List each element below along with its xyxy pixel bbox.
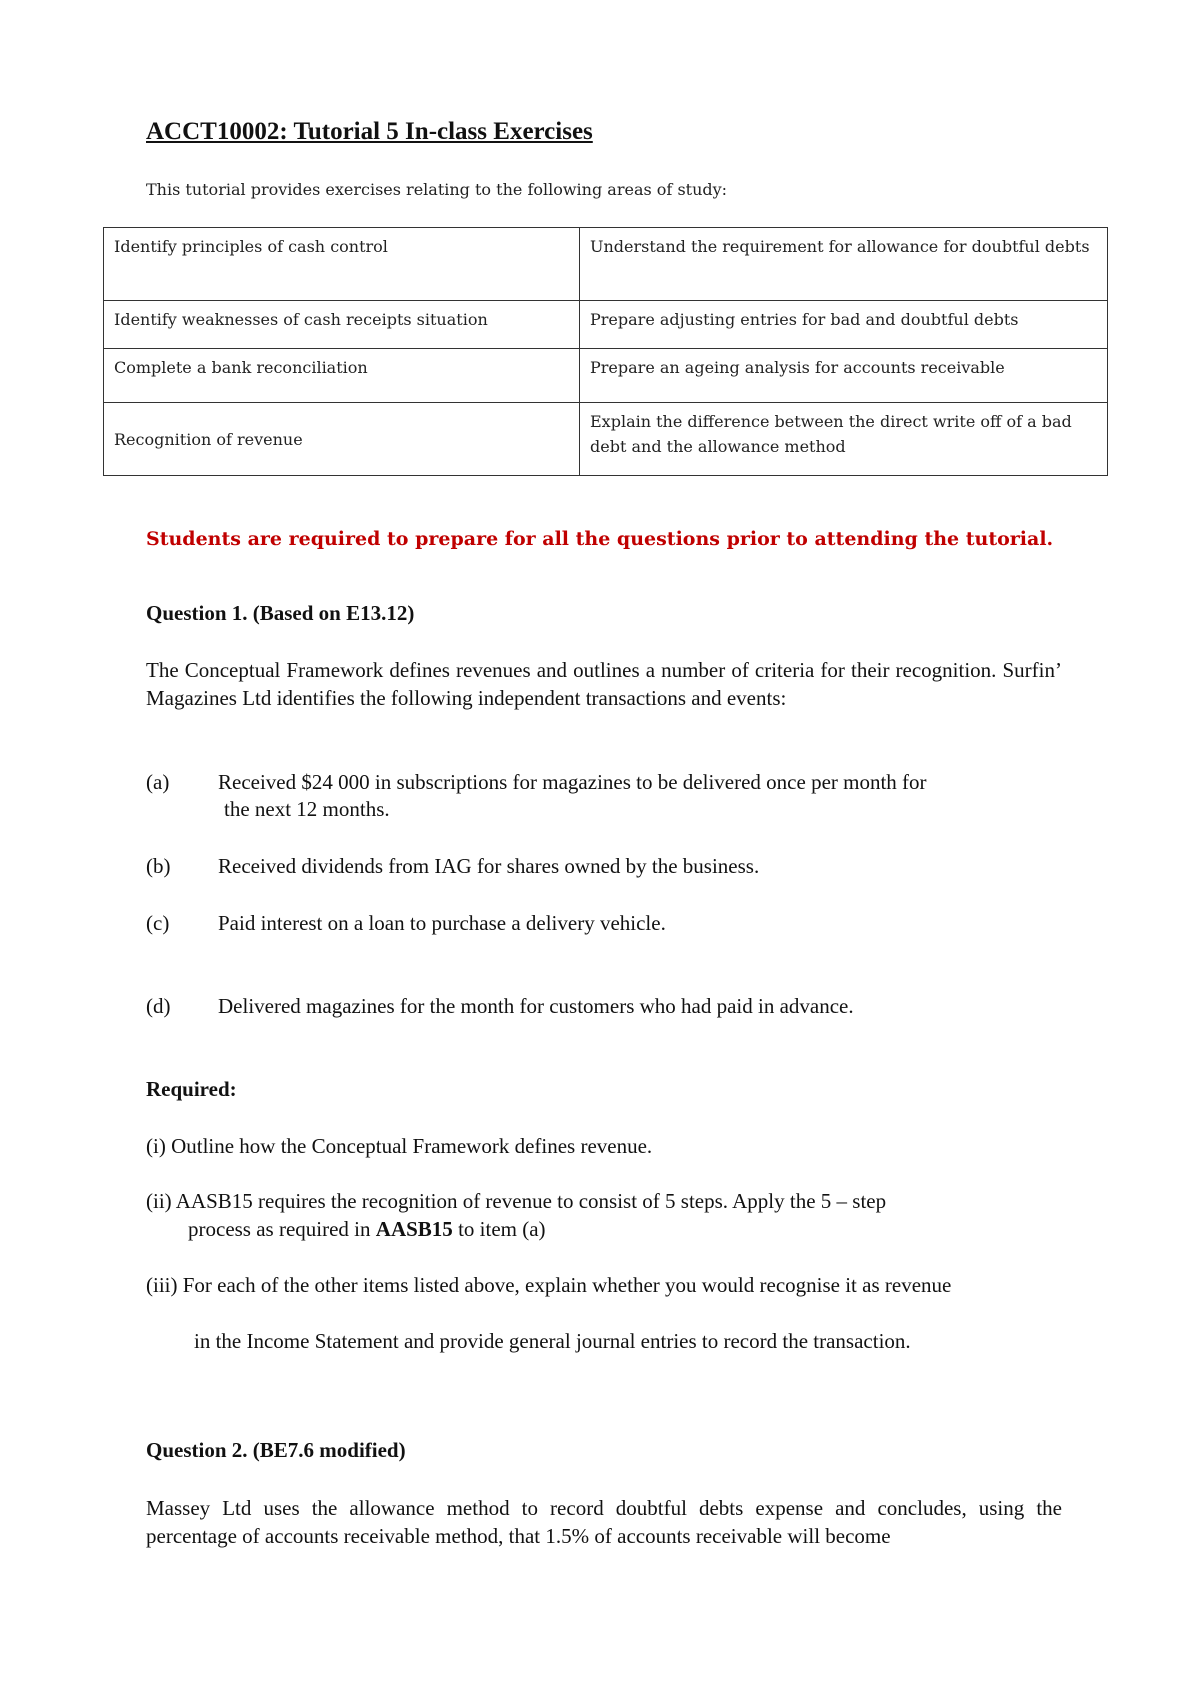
requirement-ii-text-end: to item (a) [452, 1217, 546, 1241]
requirement-iii: (iii) For each of the other items listed above, explain whether you would recognise it as revenue [146, 1273, 952, 1297]
table-cell: Understand the requirement for allowance for doubtful debts [580, 228, 1108, 301]
requirement-i: (i) Outline how the Conceptual Framework defines revenue. [146, 1134, 653, 1158]
requirement-ii-text: process as required in [188, 1217, 376, 1241]
preparation-notice: Students are required to prepare for all the questions prior to attending the tutorial. [146, 528, 1054, 550]
table-cell: Identify weaknesses of cash receipts situation [104, 301, 580, 349]
item-continuation: the next 12 months. [224, 797, 390, 821]
item-text: Received dividends from IAG for shares owned by the business. [218, 854, 760, 878]
requirement-iii-continuation: in the Income Statement and provide general journal entries to record the transaction. [194, 1329, 911, 1353]
item-label: (b) [146, 854, 171, 878]
table-row [104, 349, 1108, 403]
requirement-ii: (ii) AASB15 requires the recognition of revenue to consist of 5 steps. Apply the 5 – step [146, 1189, 887, 1213]
table-row [104, 403, 1108, 476]
question-2-body: Massey Ltd uses the allowance method to record doubtful debts expense and concludes, using the percentage of accounts receivable method, that 1.5% of accounts receivable will become [146, 1496, 1062, 1548]
item-text: Delivered magazines for the month for customers who had paid in advance. [218, 994, 854, 1018]
table-cell: Complete a bank reconciliation [104, 349, 580, 403]
item-label: (a) [146, 770, 170, 794]
item-label: (c) [146, 911, 170, 935]
item-text: Received $24 000 in subscriptions for magazines to be delivered once per month for [218, 770, 927, 794]
table-cell: Explain the difference between the direct write off of a bad debt and the allowance method [580, 403, 1108, 476]
intro-text: This tutorial provides exercises relating to the following areas of study: [146, 180, 728, 199]
study-areas-table [103, 227, 1108, 476]
question-1-body: The Conceptual Framework defines revenues and outlines a number of criteria for their recognition. Surfin’ Magazines Ltd identifies the following independent transactions and events: [146, 658, 1062, 710]
table-cell: Identify principles of cash control [104, 228, 580, 301]
question-2-heading: Question 2. (BE7.6 modified) [146, 1438, 406, 1462]
requirement-ii-continuation [188, 1215, 546, 1243]
table-row [104, 301, 1108, 349]
table-cell: Prepare an ageing analysis for accounts receivable [580, 349, 1108, 403]
item-label: (d) [146, 994, 171, 1018]
standard-reference: AASB15 [375, 1217, 453, 1241]
question-1-heading: Question 1. (Based on E13.12) [146, 601, 415, 625]
table-cell: Recognition of revenue [104, 403, 580, 476]
required-heading: Required: [146, 1077, 237, 1101]
page-title: ACCT10002: Tutorial 5 In-class Exercises [146, 118, 593, 145]
table-row [104, 228, 1108, 301]
item-text: Paid interest on a loan to purchase a delivery vehicle. [218, 911, 666, 935]
table-cell: Prepare adjusting entries for bad and doubtful debts [580, 301, 1108, 349]
